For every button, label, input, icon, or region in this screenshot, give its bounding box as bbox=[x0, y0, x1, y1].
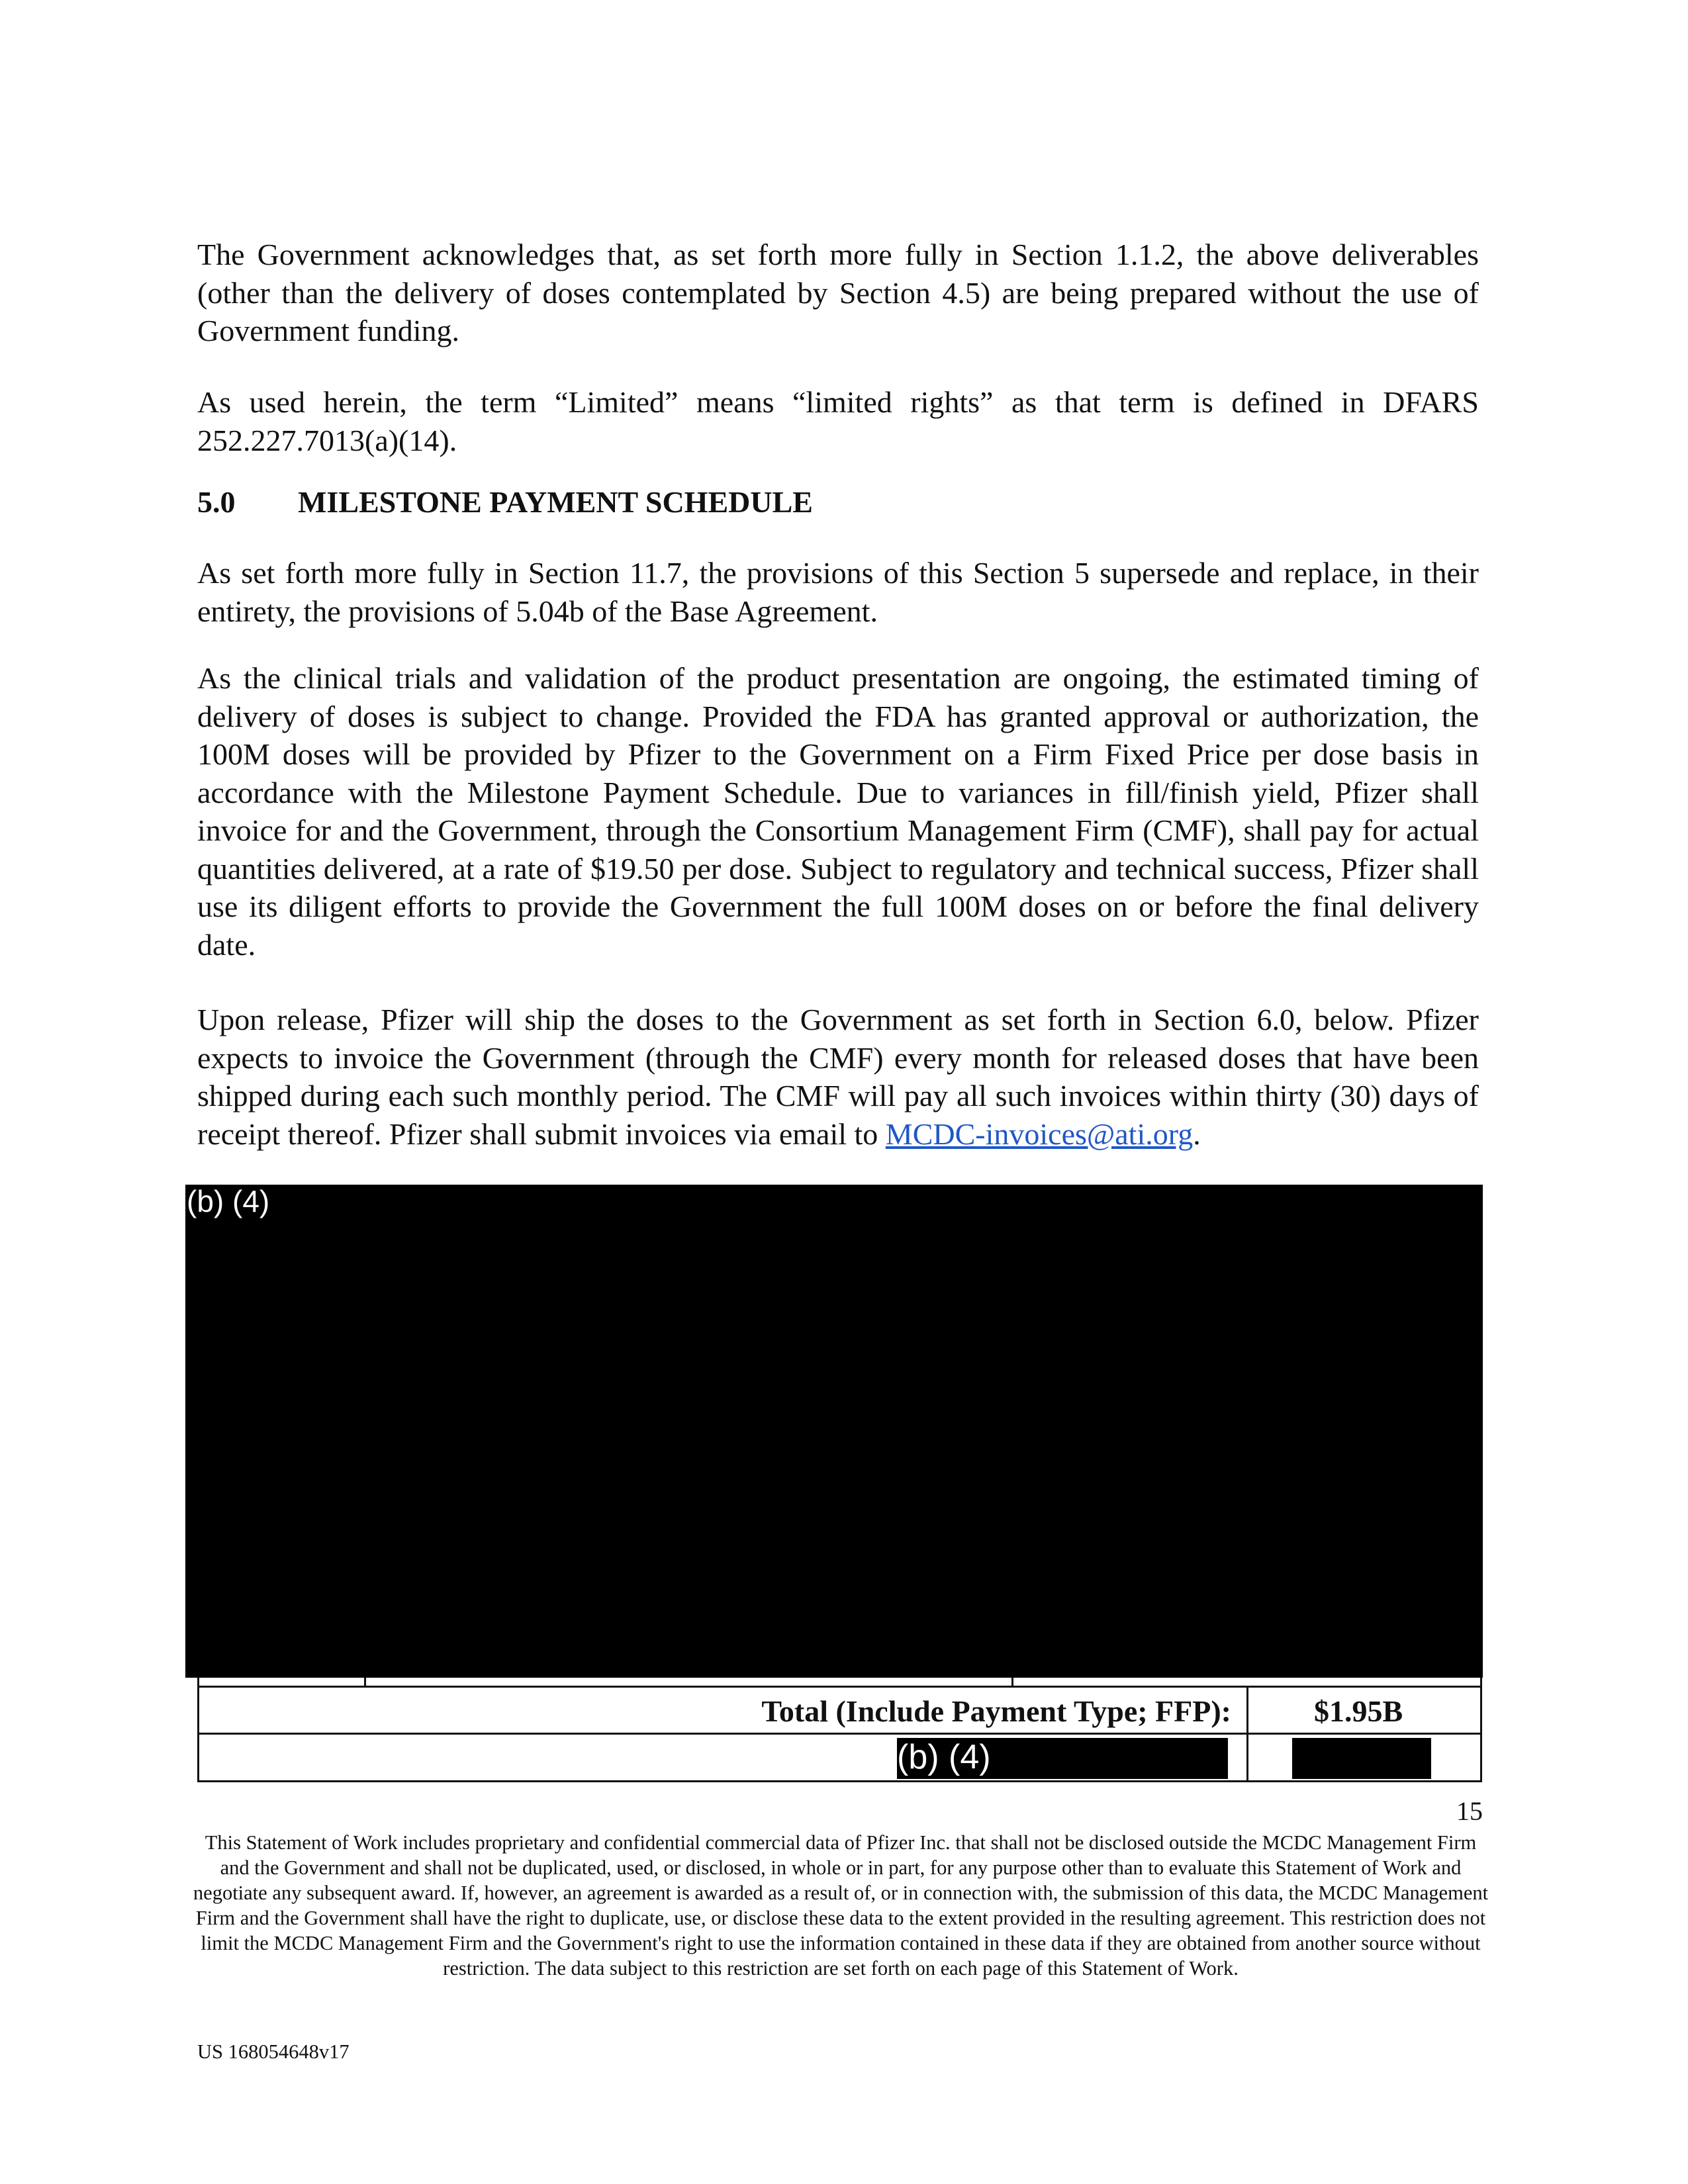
total-label: Total (Include Payment Type; FFP): bbox=[761, 1694, 1231, 1728]
page-number: 15 bbox=[1456, 1796, 1483, 1826]
table-tick-mid bbox=[1011, 1678, 1013, 1687]
table-column-divider bbox=[1246, 1686, 1248, 1782]
paragraph-upon-release-text: Upon release, Pfizer will ship the doses to the Government as set forth in Section 6.0, below. Pfizer expects to invoice the Government (through the CMF) every month for released doses that have been shipped during each such monthly period. The CMF will pay all such invoices within thirty (30) days of receipt thereof. Pfizer shall submit invoices via email to bbox=[197, 1003, 1479, 1151]
redaction-block-row2-value bbox=[1292, 1738, 1431, 1779]
invoice-email-link[interactable]: MCDC-invoices@ati.org bbox=[885, 1116, 1194, 1151]
paragraph-clinical-trials: As the clinical trials and validation of the product presentation are ongoing, the estimated timing of delivery of doses is subject to change. Provided the FDA has granted approval or authorization, the 100M doses will be provided by Pfizer to the Government on a Firm Fixed Price per dose basis in accordance with the Milestone Payment Schedule. Due to variances in fill/finish yield, Pfizer shall invoice for and the Government, through the Consortium Management Firm (CMF), shall pay for actual quantities delivered, at a rate of $19.50 per dose. Subject to regulatory and technical success, Pfizer shall use its diligent efforts to provide the Government the full 100M doses on or before the final delivery date. bbox=[197, 661, 1479, 962]
section-heading bbox=[197, 483, 813, 522]
confidentiality-disclaimer: This Statement of Work includes proprietary and confidential commercial data of Pfizer Inc. that shall not be disclosed outside the MCDC Management Firm and the Government and shall not be duplicated, used, or disclosed, in whole or in part, for any purpose other than to evaluate this Statement of Work and negotiate any subsequent award. If, however, an agreement is awarded as a result of, or in connection with, the submission of this data, the MCDC Management Firm and the Government shall have the right to duplicate, use, or disclose these data to the extent provided in the resulting agreement. This restriction does not limit the MCDC Management Firm and the Government's right to use the information contained in these data if they are obtained from another source without restriction. The data subject to this restriction are set forth on each page of this Statement of Work. bbox=[193, 1831, 1489, 1979]
redaction-block-main bbox=[185, 1185, 1483, 1678]
paragraph-upon-release-end: . bbox=[1193, 1116, 1201, 1151]
redaction-label-main: (b) (4) bbox=[187, 1184, 270, 1218]
paragraph-upon-release bbox=[197, 1001, 1479, 1153]
table-border-right bbox=[1480, 1678, 1482, 1782]
table-border-top bbox=[197, 1686, 1482, 1688]
table-border-left bbox=[197, 1678, 199, 1782]
redaction-block-row2-label bbox=[897, 1738, 1228, 1779]
table-border-bottom bbox=[197, 1780, 1482, 1782]
table-row-divider bbox=[197, 1733, 1482, 1735]
total-value: $1.95B bbox=[1314, 1694, 1403, 1728]
section-number: 5.0 bbox=[197, 485, 236, 519]
section-title: MILESTONE PAYMENT SCHEDULE bbox=[298, 485, 813, 519]
paragraph-government-acknowledgement: The Government acknowledges that, as set forth more fully in Section 1.1.2, the above deliverables (other than the delivery of doses contemplated by Section 4.5) are being prepared without the use of Government funding. bbox=[197, 238, 1479, 347]
document-id: US 168054648v17 bbox=[197, 2040, 350, 2063]
paragraph-limited-definition: As used herein, the term “Limited” means “limited rights” as that term is defined in DFARS 252.227.7013(a)(14). bbox=[197, 385, 1479, 457]
paragraph-supersede: As set forth more fully in Section 11.7, the provisions of this Section 5 supersede and replace, in their entirety, the provisions of 5.04b of the Base Agreement. bbox=[197, 556, 1479, 628]
redaction-label-row2: (b) (4) bbox=[897, 1738, 991, 1776]
table-tick-left bbox=[364, 1678, 366, 1687]
